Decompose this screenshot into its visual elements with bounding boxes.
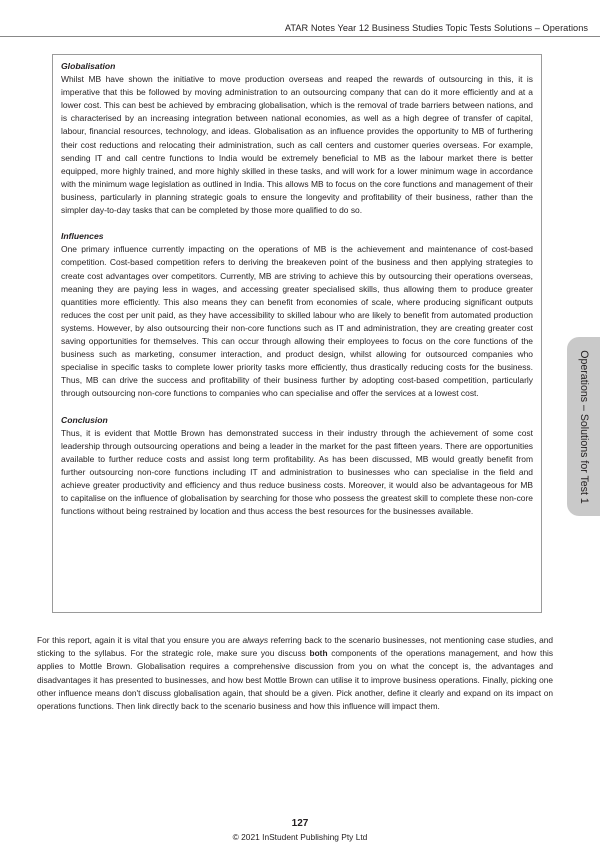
note-emphasis-always: always (242, 635, 269, 645)
conclusion-heading: Conclusion (61, 414, 108, 425)
note-text-1: For this report, again it is vital that you ensure you are (37, 635, 243, 645)
influences-heading: Influences (61, 231, 104, 242)
note-text-3: components of the operations management, and how this applies to Mottle Brown. Globalisation requires a comprehensive discussion from you on what the concept is, the advantages and disadvantages it has presented to businesses, and how best Mottle Brown can utilise it to improve business operations. Finally, picking one other influence means don't discuss globalisation again, that should be a given. Pick another, define it clearly and expand on its impact on operations functions. Then link directly back to the scenario business and how this influence will impact them. (37, 648, 553, 712)
marker-note (37, 634, 553, 713)
note-text-2: referring back to the scenario businesses, not mentioning case studies, and sticking to the syllabus. For the strategic role, make sure you discuss (37, 635, 554, 659)
side-tab-label: Operations – Solutions for Test 1 (577, 349, 590, 504)
globalisation-heading: Globalisation (61, 61, 116, 71)
note-emphasis-both: both (309, 648, 328, 659)
header-divider (0, 36, 600, 37)
copyright-notice: © 2021 InStudent Publishing Pty Ltd (232, 832, 368, 842)
running-header: ATAR Notes Year 12 Business Studies Topic Tests Solutions – Operations (284, 23, 588, 33)
conclusion-paragraph: Thus, it is evident that Mottle Brown has demonstrated success in their industry through the achievement of some cost leadership through outsourcing operations and being a leader in the market for the past fifteen years. There are opportunities available to further reduce costs and assist long term profitability. As has been discussed, MB would greatly benefit from further outsourcing non-core functions including IT and administration to businesses who can specialise in the field and achieve greater productivity and efficiency and thus reduce business costs. Moreover, it would also be advantageous for MB to capitalise on the influence of globalisation by searching for those who possess the greatest skill to complete these non-core functions without being restrained by location and thus access the best resources for the businesses available. (61, 427, 533, 517)
globalisation-paragraph: Whilst MB have shown the initiative to move production overseas and reaped the rewards of outsourcing in this, it is imperative that this be followed by moving administration to an outsourcing company that can do it more efficiently and at a lower cost. This can best be achieved by embracing globalisation, which is the removal of trade barriers between nations, and is characterised by an increasing integration between national economies, as well as a high degree of transfer of capital, labour, financial resources, technology, and ideas. Globalisation as an influence provides the opportunity to MB of furthering their cost reductions and relocating their administration, such as call centers and customer queries overseas. For example, sending IT and call centre functions to India would be extremely beneficial to MB as the labour market there is better equipped, more highly trained, and more highly skilled in these tasks, and will work for a lower minimum wage in accordance with the minimum wage legislation as outlined in India. This allows MB to focus on the core functions and management of their business, particularly in planning strategic goals to ensure the longevity and profitability of their business, rather than the simpler day-to-day tasks that can be completed by those more qualified to do so. (61, 74, 533, 216)
influences-paragraph: One primary influence currently impacting on the operations of MB is the achievement and maintenance of cost-based competition. Cost-based competition refers to deriving the breakeven point of the business and then applying strategies to create cost advantages over competitors. Currently, MB are striving to achieve this by outsourcing their operations overseas, meaning they are paying less in wages, and accessing greater specialised skills, thus allowing them to produce greater quantities more efficiently. This also means they can benefit from economies of scale, where producing significant outputs reduces the cost per unit paid, as they have accessibility to skilled labour who are likely to benefit from automated production systems. However, by also outsourcing their non-core functions such as IT and administration, they are creating greater cost saving opportunities for themselves. This can occur through allowing their employees to focus on the core functions of the business such as marketing, consumer interaction, and product design, whilst allowing for outsourced companies who specialise in specific tasks to complete lower priority tasks more efficiently, thus drastically reducing costs for the business. Thus, MB can drive the success and profitability of their business further by adopting cost-based competition, particularly through outsourcing non-core functions to companies who can specialise and offer the services at a lowest cost. (61, 244, 533, 399)
sample-answer-box (52, 54, 542, 613)
section-side-tab (567, 337, 600, 516)
page-number: 127 (291, 818, 309, 829)
